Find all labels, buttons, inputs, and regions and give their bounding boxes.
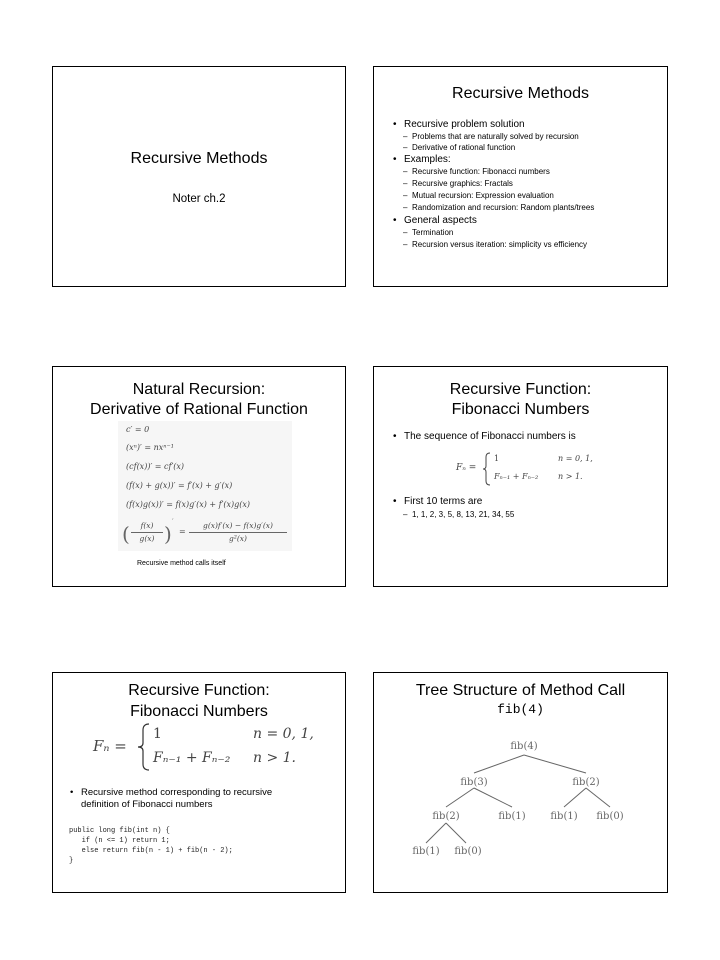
slide-1 bbox=[52, 66, 346, 287]
slide-title-line-1: Natural Recursion: bbox=[132, 381, 266, 398]
sub-bullet: – Recursive function: Fibonacci numbers bbox=[403, 167, 550, 176]
tree-node: fib(0) bbox=[596, 811, 624, 822]
code-line: if (n <= 1) return 1; bbox=[69, 837, 170, 845]
caption: Recursive method calls itself bbox=[137, 560, 226, 567]
sub-bullet: – Derivative of rational function bbox=[403, 143, 516, 152]
slide-5 bbox=[52, 672, 346, 893]
slide-title-line-2: Fibonacci Numbers bbox=[130, 703, 268, 720]
rule-quotient: ( f(x) g(x) ) ′ = g(x)f′(x) − f(x)g′(x) g²(x) bbox=[122, 517, 290, 549]
tree-edge bbox=[446, 788, 474, 807]
slide-title-line-2: Fibonacci Numbers bbox=[451, 401, 590, 418]
tree-edge bbox=[474, 788, 512, 807]
rule-power: (xⁿ)′ = nxⁿ⁻¹ bbox=[126, 443, 174, 452]
fibonacci-formula: Fₙ = 1 n = 0, 1, Fₙ₋₁ + Fₙ₋₂ n > 1. bbox=[456, 451, 606, 487]
tree-node: fib(4) bbox=[510, 741, 538, 752]
sub-bullet: – Recursive graphics: Fractals bbox=[403, 179, 513, 188]
code-line: else return fib(n - 1) + fib(n - 2); bbox=[69, 847, 233, 855]
bullet: • Recursive problem solution bbox=[393, 119, 525, 130]
bullet: • The sequence of Fibonacci numbers is bbox=[393, 431, 576, 442]
slide-subtitle: Noter ch.2 bbox=[172, 193, 226, 205]
tree-edge bbox=[564, 788, 586, 807]
rule-constant-multiple: (cf(x))′ = cf′(x) bbox=[126, 462, 185, 471]
bullet: • General aspects bbox=[393, 215, 477, 226]
derivative-rules-image bbox=[118, 421, 292, 551]
sub-bullet: – Termination bbox=[403, 228, 454, 237]
tree-edge bbox=[426, 823, 446, 843]
tree-node: fib(2) bbox=[432, 811, 460, 822]
slide-title: Recursive Methods bbox=[130, 150, 268, 167]
call-tree bbox=[374, 673, 668, 893]
slide-4 bbox=[373, 366, 668, 587]
tree-node: fib(1) bbox=[550, 811, 578, 822]
code-line: public long fib(int n) { bbox=[69, 827, 170, 835]
sub-bullet: – Randomization and recursion: Random plants/trees bbox=[403, 203, 595, 212]
tree-node: fib(1) bbox=[498, 811, 526, 822]
slide-title: Recursive Methods bbox=[452, 85, 589, 102]
tree-node: fib(2) bbox=[572, 777, 600, 788]
tree-edge bbox=[446, 823, 466, 843]
bullet: • First 10 terms are bbox=[393, 496, 483, 507]
fibonacci-formula: Fₙ = 1 n = 0, 1, Fₙ₋₁ + Fₙ₋₂ n > 1. bbox=[93, 723, 343, 771]
sub-bullet: – Recursion versus iteration: simplicity vs efficiency bbox=[403, 240, 588, 249]
slide-title-line-2: Derivative of Rational Function bbox=[90, 401, 308, 418]
tree-node: fib(3) bbox=[460, 777, 488, 788]
brace-icon bbox=[137, 723, 151, 771]
sub-bullet: – Mutual recursion: Expression evaluation bbox=[403, 191, 554, 200]
slide-6 bbox=[373, 672, 668, 893]
code-line: } bbox=[69, 857, 74, 865]
slide-title-line-2: fib(4) bbox=[497, 702, 544, 717]
rule-product: (f(x)g(x))′ = f(x)g′(x) + f′(x)g(x) bbox=[126, 500, 251, 509]
sub-bullet: – 1, 1, 2, 3, 5, 8, 13, 21, 34, 55 bbox=[403, 510, 515, 519]
slide-title-line-1: Recursive Function: bbox=[449, 381, 592, 398]
tree-node: fib(0) bbox=[454, 846, 482, 857]
sub-bullet: – Problems that are naturally solved by recursion bbox=[403, 132, 579, 141]
bullet: • Examples: bbox=[393, 154, 451, 165]
code-block bbox=[69, 826, 233, 866]
tree-edge bbox=[586, 788, 610, 807]
slide-2 bbox=[373, 66, 668, 287]
brace-icon bbox=[482, 452, 492, 486]
bullet-continued: definition of Fibonacci numbers bbox=[81, 799, 213, 810]
slide-title-line-1: Recursive Function: bbox=[128, 682, 270, 699]
slide-3 bbox=[52, 366, 346, 587]
rule-constant: c′ = 0 bbox=[126, 425, 150, 434]
slide-title-line-1: Tree Structure of Method Call bbox=[415, 682, 626, 699]
bullet: • Recursive method corresponding to recursive bbox=[70, 787, 273, 798]
tree-node: fib(1) bbox=[412, 846, 440, 857]
rule-sum: (f(x) + g(x))′ = f′(x) + g′(x) bbox=[126, 481, 233, 490]
tree-edge bbox=[474, 755, 524, 773]
tree-edge bbox=[524, 755, 586, 773]
